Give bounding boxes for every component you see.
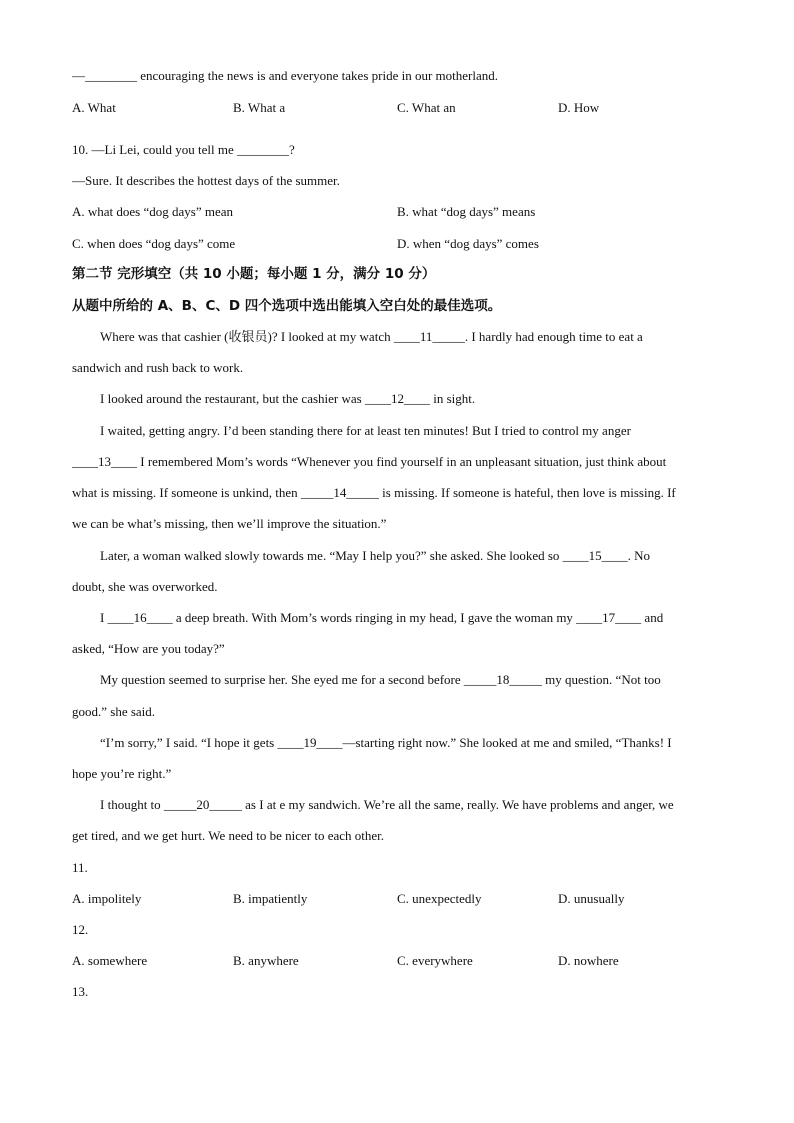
q12-option-b: B. anywhere: [233, 953, 299, 968]
q10-option-a: A. what does “dog days” mean: [72, 204, 234, 219]
q9-option-b: B. What a: [233, 100, 286, 115]
q10-stem: 10. —Li Lei, could you tell me ________?: [72, 142, 295, 157]
q12-option-d: D. nowhere: [558, 953, 619, 968]
q12-option-c: C. everywhere: [397, 953, 473, 968]
passage-line-12: My question seemed to surprise her. She eyed me for a second before _____18_____ my question. “Not too: [100, 672, 661, 687]
passage-line-5: ____13____ I remembered Mom’s words “Whenever you find yourself in an unpleasant situation, just think about: [72, 454, 667, 469]
passage-line-2: sandwich and rush back to work.: [72, 360, 244, 375]
passage-line-15: hope you’re right.”: [72, 766, 172, 781]
q9-stem: —________ encouraging the news is and everyone takes pride in our motherland.: [72, 68, 498, 83]
q11-option-b: B. impatiently: [233, 891, 308, 906]
passage-line-7: we can be what’s missing, then we’ll improve the situation.”: [72, 516, 387, 531]
q9-option-c: C. What an: [397, 100, 456, 115]
passage-line-9: doubt, she was overworked.: [72, 579, 218, 594]
q12-option-a: A. somewhere: [72, 953, 148, 968]
q11-option-c: C. unexpectedly: [397, 891, 482, 906]
q9-option-a: A. What: [72, 100, 116, 115]
q10-reply: —Sure. It describes the hottest days of the summer.: [72, 173, 340, 188]
q11-number: 11.: [72, 860, 88, 875]
q10-option-c: C. when does “dog days” come: [72, 236, 236, 251]
q13-number: 13.: [72, 984, 89, 999]
passage-line-6: what is missing. If someone is unkind, then _____14_____ is missing. If someone is hateful, then love is missing. If: [72, 485, 676, 500]
section-instruction: 从题中所给的 A、B、C、D 四个选项中选出能填入空白处的最佳选项。: [72, 298, 502, 314]
passage-line-3: I looked around the restaurant, but the cashier was ____12____ in sight.: [100, 391, 476, 406]
passage-line-16: I thought to _____20_____ as I at e my sandwich. We’re all the same, really. We have problems and anger, we: [100, 797, 674, 812]
q10-option-b: B. what “dog days” means: [397, 204, 536, 219]
passage-line-13: good.” she said.: [72, 704, 156, 719]
passage-line-11: asked, “How are you today?”: [72, 641, 225, 656]
section-heading: 第二节 完形填空（共 10 小题；每小题 1 分，满分 10 分）: [72, 266, 436, 282]
q11-option-a: A. impolitely: [72, 891, 142, 906]
passage-line-17: get tired, and we get hurt. We need to be nicer to each other.: [72, 828, 385, 843]
passage-line-10: I ____16____ a deep breath. With Mom’s words ringing in my head, I gave the woman my ____17____ and: [100, 610, 664, 625]
passage-line-4: I waited, getting angry. I’d been standing there for at least ten minutes! But I tried to control my anger: [100, 423, 631, 438]
passage-line-8: Later, a woman walked slowly towards me. “May I help you?” she asked. She looked so ____15____. No: [100, 548, 651, 563]
q10-option-d: D. when “dog days” comes: [397, 236, 539, 251]
q12-number: 12.: [72, 922, 89, 937]
q11-option-d: D. unusually: [558, 891, 625, 906]
passage-line-14: “I’m sorry,” I said. “I hope it gets ____19____—starting right now.” She looked at me and smiled, “Thanks! I: [100, 735, 672, 750]
passage-line-1: Where was that cashier (收银员)? I looked at my watch ____11_____. I hardly had enough time to eat a: [100, 329, 643, 344]
q9-option-d: D. How: [558, 100, 600, 115]
